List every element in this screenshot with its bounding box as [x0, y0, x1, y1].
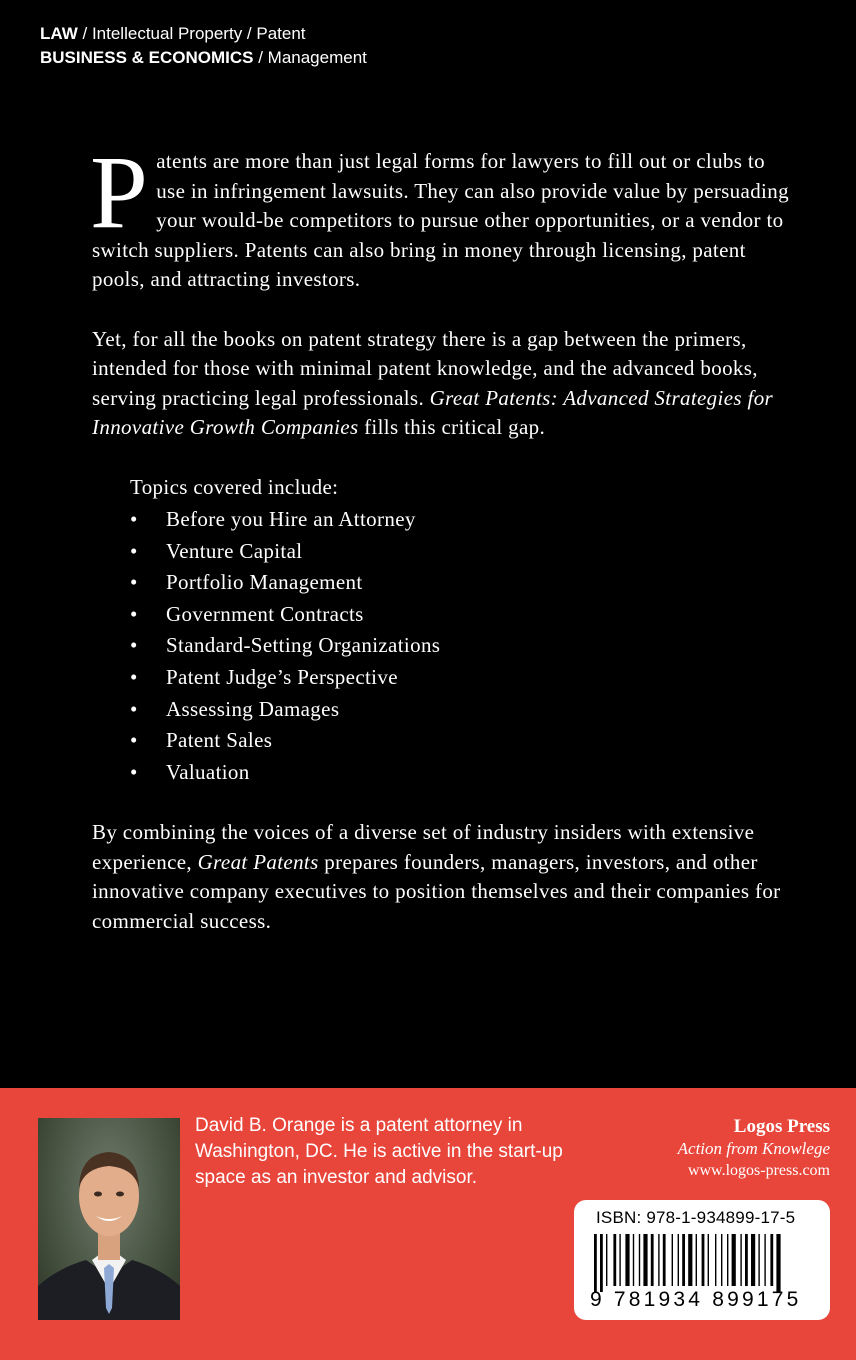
- topic-item: [130, 757, 792, 789]
- category-business: BUSINESS & ECONOMICS: [40, 48, 254, 67]
- bullet: •: [130, 601, 138, 626]
- barcode-bar: [745, 1234, 748, 1286]
- category-line-2: [40, 46, 367, 70]
- barcode-bar: [651, 1234, 654, 1286]
- category-business-sub: / Management: [253, 48, 367, 67]
- barcode-bar: [613, 1234, 616, 1286]
- barcode-bar: [696, 1234, 697, 1286]
- bullet: •: [130, 633, 138, 658]
- author-portrait-image: [38, 1118, 180, 1320]
- bullet: •: [130, 696, 138, 721]
- gap-text-before: Yet, for all the books on patent strategy there is a gap between the primers, intended for those with minimal patent knowledge, and the advanced books, serving practicing legal professionals.: [92, 326, 758, 410]
- topic-item: [130, 725, 792, 757]
- intro-paragraph: [90, 135, 792, 295]
- barcode-bar: [633, 1234, 634, 1286]
- topic-label: Government Contracts: [166, 601, 364, 626]
- bullet: •: [130, 759, 138, 784]
- closing-text-after: prepares founders, managers, investors, and other innovative company executives to position themselves and their companies for commercial success.: [92, 849, 781, 933]
- topics-list: [130, 504, 792, 788]
- barcode-bar: [702, 1234, 705, 1286]
- barcode-bar: [751, 1234, 755, 1286]
- description: [90, 135, 792, 936]
- category-line-1: [40, 22, 367, 46]
- barcode-bar: [764, 1234, 765, 1286]
- topics-heading: Topics covered include:: [130, 474, 339, 499]
- bullet: •: [130, 664, 138, 689]
- intro-text: atents are more than just legal forms for lawyers to fill out or clubs to use in infringement lawsuits. They can also provide value by persuading your would-be competitors to pursue other opportunities, or a vendor to switch suppliers. Patents can also bring in money through licensing, patent pools, and attracting investors.: [92, 149, 789, 291]
- topic-label: Standard-Setting Organizations: [166, 633, 441, 658]
- bullet: •: [130, 507, 138, 531]
- barcode-bar: [758, 1234, 759, 1286]
- barcode-bar: [594, 1234, 597, 1292]
- topic-item: [130, 662, 792, 694]
- barcode-bar: [682, 1234, 685, 1286]
- topic-label: Patent Judge’s Perspective: [166, 664, 398, 689]
- barcode-panel: [574, 1200, 830, 1320]
- barcode-bar: [688, 1234, 692, 1286]
- barcode-bar: [740, 1234, 741, 1286]
- publisher-block: [678, 1116, 830, 1182]
- gap-text-after: fills this critical gap.: [358, 415, 546, 439]
- closing-paragraph: [92, 818, 792, 936]
- drop-cap: P: [90, 135, 149, 250]
- topic-item: [130, 694, 792, 726]
- topic-item: [130, 599, 792, 631]
- barcode-bar: [600, 1234, 603, 1292]
- barcode-bar: [732, 1234, 736, 1286]
- topic-label: Assessing Damages: [166, 696, 340, 721]
- category-labels: [40, 22, 367, 70]
- barcode-bar: [606, 1234, 607, 1286]
- barcode-bar: [639, 1234, 640, 1286]
- book-title-full: Great Patents: Advanced Strategies for Innovative Growth Companies: [92, 385, 774, 439]
- barcode-bar: [672, 1234, 673, 1286]
- barcode-bar: [770, 1234, 773, 1286]
- topic-label: Patent Sales: [166, 728, 273, 753]
- author-bio: David B. Orange is a patent attorney in Washington, DC. He is active in the start-up space as an investor and advisor.: [195, 1115, 563, 1188]
- bullet: •: [130, 538, 138, 563]
- bullet: •: [130, 728, 138, 753]
- barcode-bar: [643, 1234, 647, 1286]
- publisher-name: Logos Press: [733, 1116, 830, 1137]
- publisher-tagline: Action from Knowlege: [677, 1139, 830, 1158]
- topic-item: [130, 504, 792, 536]
- category-law: LAW: [40, 24, 78, 43]
- barcode-bar: [658, 1234, 659, 1286]
- isbn-label: ISBN: 978-1-934899-17-5: [596, 1208, 796, 1227]
- closing-text-before: By combining the voices of a diverse set of industry insiders with extensive experience,: [92, 820, 755, 874]
- barcode-icon: [592, 1234, 814, 1292]
- barcode-bar: [721, 1234, 722, 1286]
- topic-item: [130, 567, 792, 599]
- barcode-bar: [625, 1234, 629, 1286]
- barcode-bar: [776, 1234, 780, 1292]
- topic-label: Portfolio Management: [166, 570, 363, 595]
- category-law-sub: / Intellectual Property / Patent: [77, 24, 306, 43]
- barcode-bar: [708, 1234, 709, 1286]
- book-title-short: Great Patents: [197, 849, 319, 874]
- topic-label: Before you Hire an Attorney: [166, 507, 416, 531]
- topic-item: [130, 630, 792, 662]
- barcode-bar: [715, 1234, 716, 1286]
- barcode-digits: 9 781934 899175: [590, 1288, 802, 1311]
- barcode-bar: [727, 1234, 728, 1286]
- topic-label: Venture Capital: [166, 538, 303, 563]
- barcode-bar: [678, 1234, 679, 1286]
- publisher-url[interactable]: www.logos-press.com: [687, 1162, 830, 1179]
- topic-label: Valuation: [166, 759, 250, 784]
- gap-paragraph: [92, 325, 792, 443]
- topic-item: [130, 536, 792, 568]
- bullet: •: [130, 570, 138, 595]
- barcode-bar: [619, 1234, 620, 1286]
- author-photo: [38, 1118, 180, 1320]
- barcode-bar: [663, 1234, 666, 1286]
